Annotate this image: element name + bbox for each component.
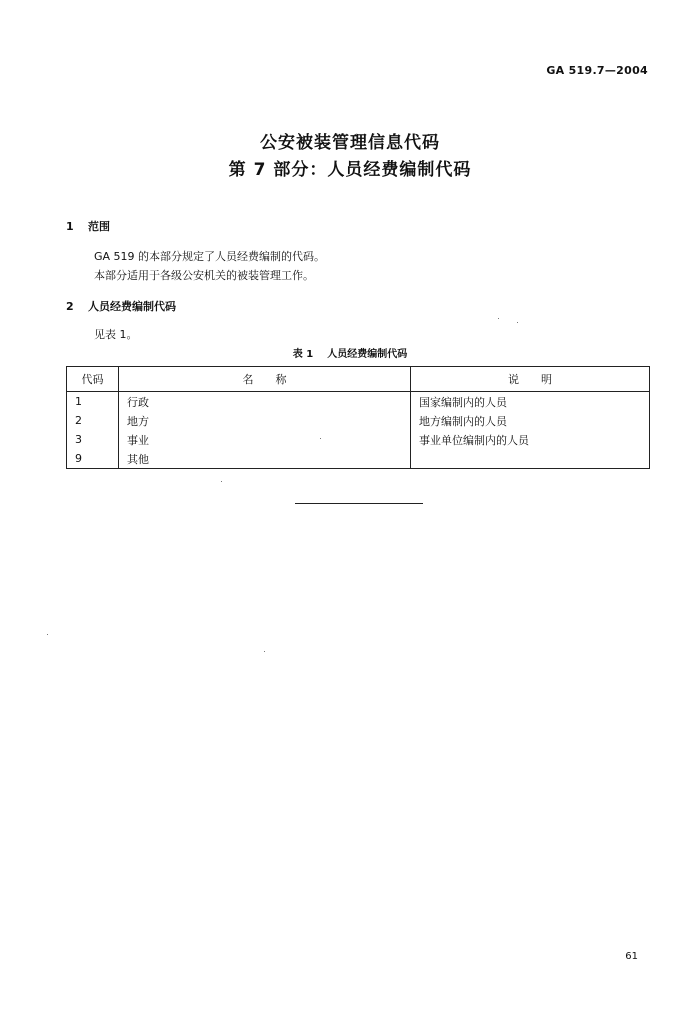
section-2-number: 2 — [66, 300, 74, 313]
page-number: 61 — [625, 951, 638, 962]
document-title: 公安被装管理信息代码 — [260, 133, 440, 153]
cell-note: 地方编制内的人员 — [411, 411, 650, 430]
cell-name: 行政 — [119, 392, 411, 412]
cell-code: 1 — [67, 392, 119, 412]
section-1-paragraph-2: 本部分适用于各级公安机关的被装管理工作。 — [94, 269, 314, 282]
end-rule — [295, 503, 423, 504]
header-code: 代码 — [67, 367, 119, 392]
section-1-number: 1 — [66, 220, 74, 233]
code-table — [66, 366, 650, 469]
section-2-heading — [66, 298, 176, 314]
standard-number: GA 519.7—2004 — [546, 64, 648, 77]
header-note: 说 明 — [411, 367, 650, 392]
cell-name: 其他 — [119, 449, 411, 469]
scan-speck — [264, 651, 265, 652]
table-header-row — [67, 367, 650, 392]
scan-speck — [517, 322, 518, 323]
cell-name: 地方 — [119, 411, 411, 430]
scan-speck — [47, 634, 48, 635]
table-caption-label: 表 1 — [292, 349, 314, 360]
table-row — [67, 449, 650, 469]
cell-note — [411, 449, 650, 469]
cell-note: 国家编制内的人员 — [411, 392, 650, 412]
header-name: 名 称 — [119, 367, 411, 392]
section-2-title: 人员经费编制代码 — [88, 300, 176, 313]
section-1-title: 范围 — [88, 220, 110, 233]
table-row — [67, 411, 650, 430]
cell-name: 事业 — [119, 430, 411, 449]
section-2-paragraph-1: 见表 1。 — [94, 328, 138, 341]
section-1-heading — [66, 218, 110, 234]
scan-speck — [320, 438, 321, 439]
table-caption — [0, 345, 700, 360]
table-caption-title: 人员经费编制代码 — [327, 349, 408, 360]
document-subtitle: 第 7 部分：人员经费编制代码 — [228, 160, 472, 180]
scan-speck — [221, 481, 222, 482]
cell-code: 9 — [67, 449, 119, 469]
table-row — [67, 392, 650, 412]
cell-code: 3 — [67, 430, 119, 449]
table-row — [67, 430, 650, 449]
section-1-paragraph-1: GA 519 的本部分规定了人员经费编制的代码。 — [94, 250, 326, 263]
scan-speck — [498, 318, 499, 319]
cell-note: 事业单位编制内的人员 — [411, 430, 650, 449]
cell-code: 2 — [67, 411, 119, 430]
